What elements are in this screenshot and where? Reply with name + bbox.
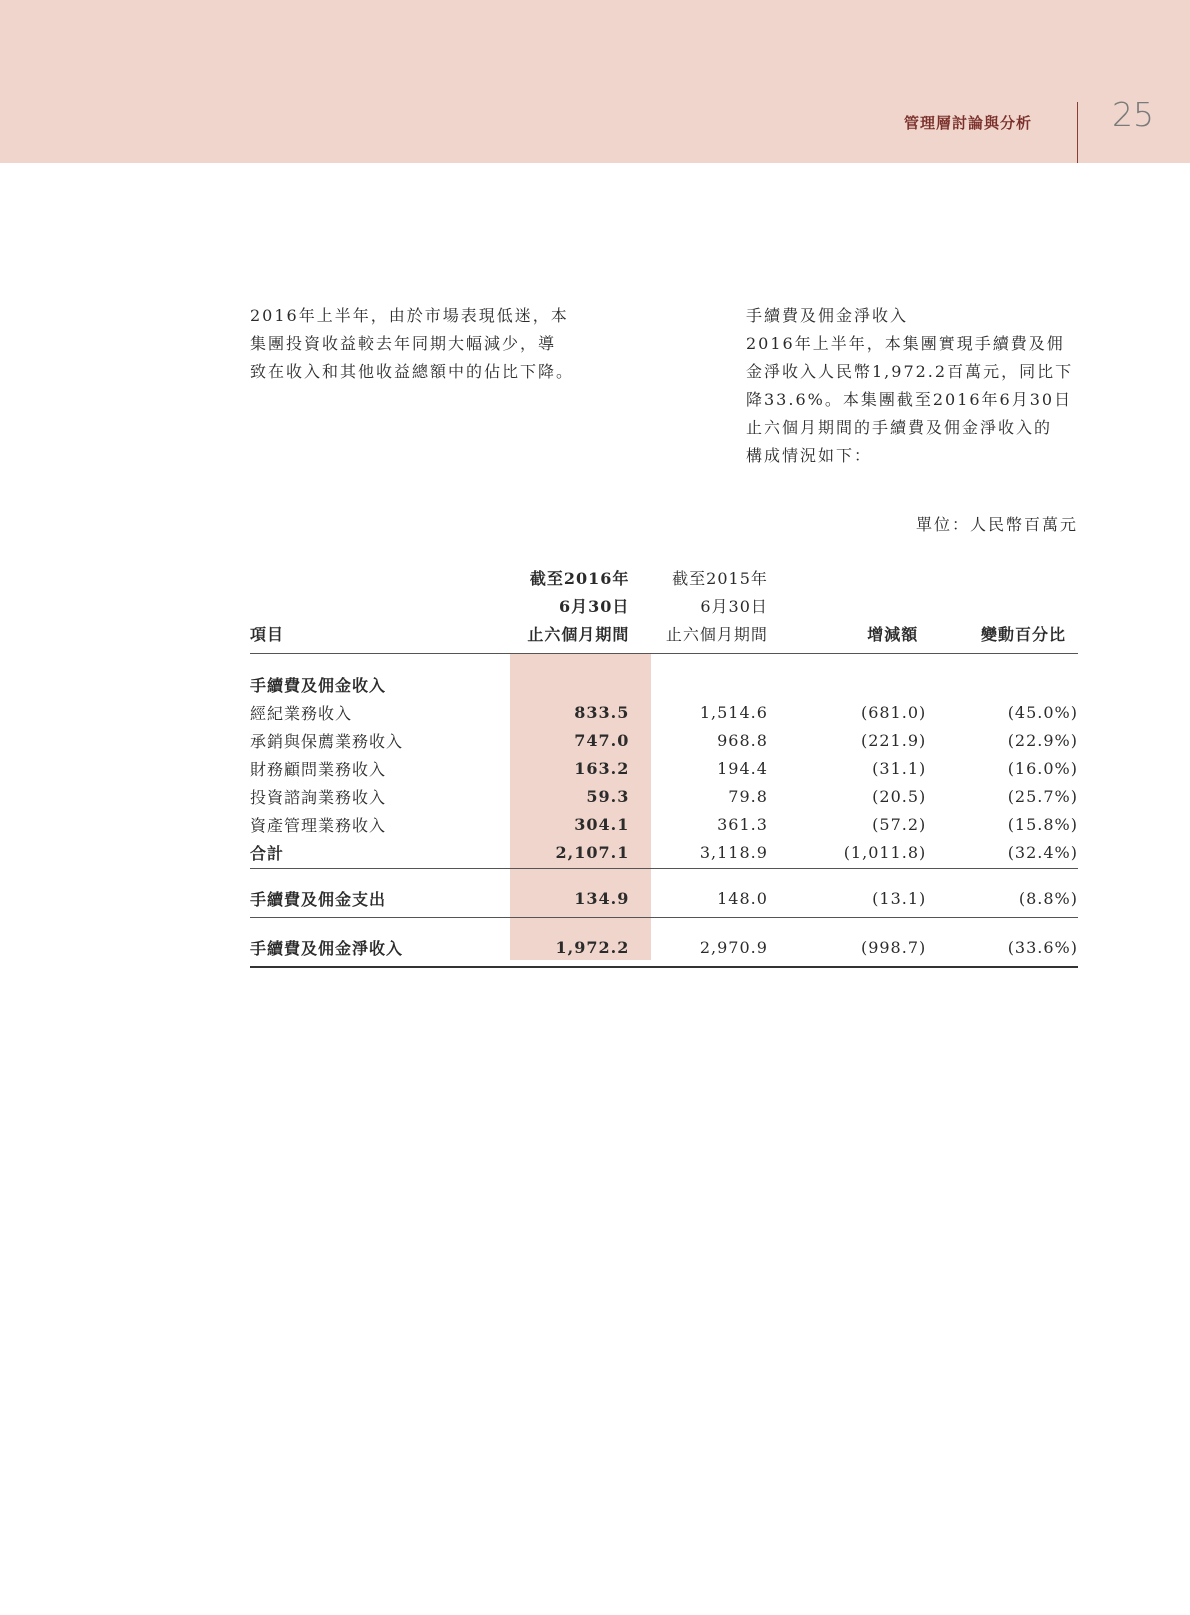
row-2016: 747.0 xyxy=(574,730,630,750)
header-divider xyxy=(1077,102,1078,163)
right-paragraph-line: 2016年上半年，本集團實現手續費及佣 xyxy=(746,334,1065,353)
net-2015: 2,970.9 xyxy=(639,932,778,967)
row-2016: 833.5 xyxy=(574,702,630,722)
right-paragraph-line: 金淨收入人民幣1,972.2百萬元，同比下 xyxy=(746,362,1074,381)
row-2016: 59.3 xyxy=(586,786,630,806)
expense-2016: 134.9 xyxy=(501,883,640,918)
section-title: 管理層討論與分析 xyxy=(903,114,1032,132)
row-pct: (15.8%) xyxy=(1007,814,1078,834)
row-pct: (25.7%) xyxy=(1007,786,1078,806)
right-paragraph-heading: 手續費及佣金淨收入 xyxy=(746,306,909,325)
right-paragraph-line: 構成情況如下： xyxy=(746,446,873,465)
row-item: 承銷與保薦業務收入 xyxy=(250,731,404,751)
expense-2015: 148.0 xyxy=(639,883,778,918)
left-paragraph-line: 集團投資收益較去年同期大幅減少，導 xyxy=(250,334,557,353)
header-band xyxy=(0,0,1190,163)
row-pct: (16.0%) xyxy=(1007,758,1078,778)
row-2016: 304.1 xyxy=(574,814,630,834)
commission-table-grid xyxy=(250,565,1078,968)
net-item: 手續費及佣金淨收入 xyxy=(250,932,501,967)
row-2015: 1,514.6 xyxy=(699,702,768,722)
header-2015-line1: 截至2015年 xyxy=(672,569,768,588)
table-header-row xyxy=(250,621,1078,654)
left-paragraph-line: 2016年上半年，由於市場表現低迷，本 xyxy=(250,306,569,325)
net-row xyxy=(250,932,1078,967)
row-change: (681.0) xyxy=(860,702,927,722)
right-paragraph-line: 降33.6%。本集團截至2016年6月30日 xyxy=(746,390,1073,409)
header-2016-line3: 止六個月期間 xyxy=(501,621,640,654)
header-change: 增減額 xyxy=(778,621,926,654)
unit-label: 單位：人民幣百萬元 xyxy=(915,515,1078,534)
header-2016-line2: 6月30日 xyxy=(558,597,630,616)
row-2016: 163.2 xyxy=(574,758,630,778)
row-pct: (45.0%) xyxy=(1007,702,1078,722)
expense-item: 手續費及佣金支出 xyxy=(250,883,501,918)
row-2015: 194.4 xyxy=(717,758,768,778)
left-paragraph xyxy=(250,302,590,386)
header-item: 項目 xyxy=(250,621,501,654)
table-row xyxy=(250,782,1078,810)
header-pct: 變動百分比 xyxy=(926,621,1078,654)
table-row xyxy=(250,698,1078,726)
net-pct: (33.6%) xyxy=(926,932,1078,967)
table-header-row xyxy=(250,565,1078,593)
header-2016-line1: 截至2016年 xyxy=(529,569,630,588)
row-change: (20.5) xyxy=(872,786,927,806)
section-label: 手續費及佣金收入 xyxy=(250,675,387,695)
row-item: 財務顧問業務收入 xyxy=(250,759,387,779)
page-number: 25 xyxy=(1112,95,1154,134)
table-row xyxy=(250,810,1078,838)
section-label-row xyxy=(250,670,1078,698)
table-row xyxy=(250,726,1078,754)
row-2015: 79.8 xyxy=(728,786,768,806)
row-change: (57.2) xyxy=(872,814,927,834)
row-change: (221.9) xyxy=(860,730,927,750)
right-paragraph-line: 止六個月期間的手續費及佣金淨收入的 xyxy=(746,418,1053,437)
total-change: (1,011.8) xyxy=(778,838,926,869)
row-pct: (22.9%) xyxy=(1007,730,1078,750)
table-header-row xyxy=(250,593,1078,621)
total-2015: 3,118.9 xyxy=(639,838,778,869)
header-2015-line2: 6月30日 xyxy=(700,597,768,616)
total-row xyxy=(250,838,1078,869)
expense-pct: (8.8%) xyxy=(926,883,1078,918)
right-paragraph xyxy=(746,302,1086,470)
net-change: (998.7) xyxy=(778,932,926,967)
left-paragraph-line: 致在收入和其他收益總額中的佔比下降。 xyxy=(250,362,575,381)
total-item: 合計 xyxy=(250,838,501,869)
row-2015: 968.8 xyxy=(717,730,768,750)
table-row xyxy=(250,754,1078,782)
expense-change: (13.1) xyxy=(778,883,926,918)
row-item: 經紀業務收入 xyxy=(250,703,353,723)
row-item: 資產管理業務收入 xyxy=(250,815,387,835)
expense-row xyxy=(250,883,1078,918)
row-item: 投資諮詢業務收入 xyxy=(250,787,387,807)
total-2016: 2,107.1 xyxy=(501,838,640,869)
row-2015: 361.3 xyxy=(717,814,768,834)
total-pct: (32.4%) xyxy=(926,838,1078,869)
net-2016: 1,972.2 xyxy=(501,932,640,967)
header-2015-line3: 止六個月期間 xyxy=(639,621,778,654)
row-change: (31.1) xyxy=(872,758,927,778)
commission-table xyxy=(250,565,1078,968)
